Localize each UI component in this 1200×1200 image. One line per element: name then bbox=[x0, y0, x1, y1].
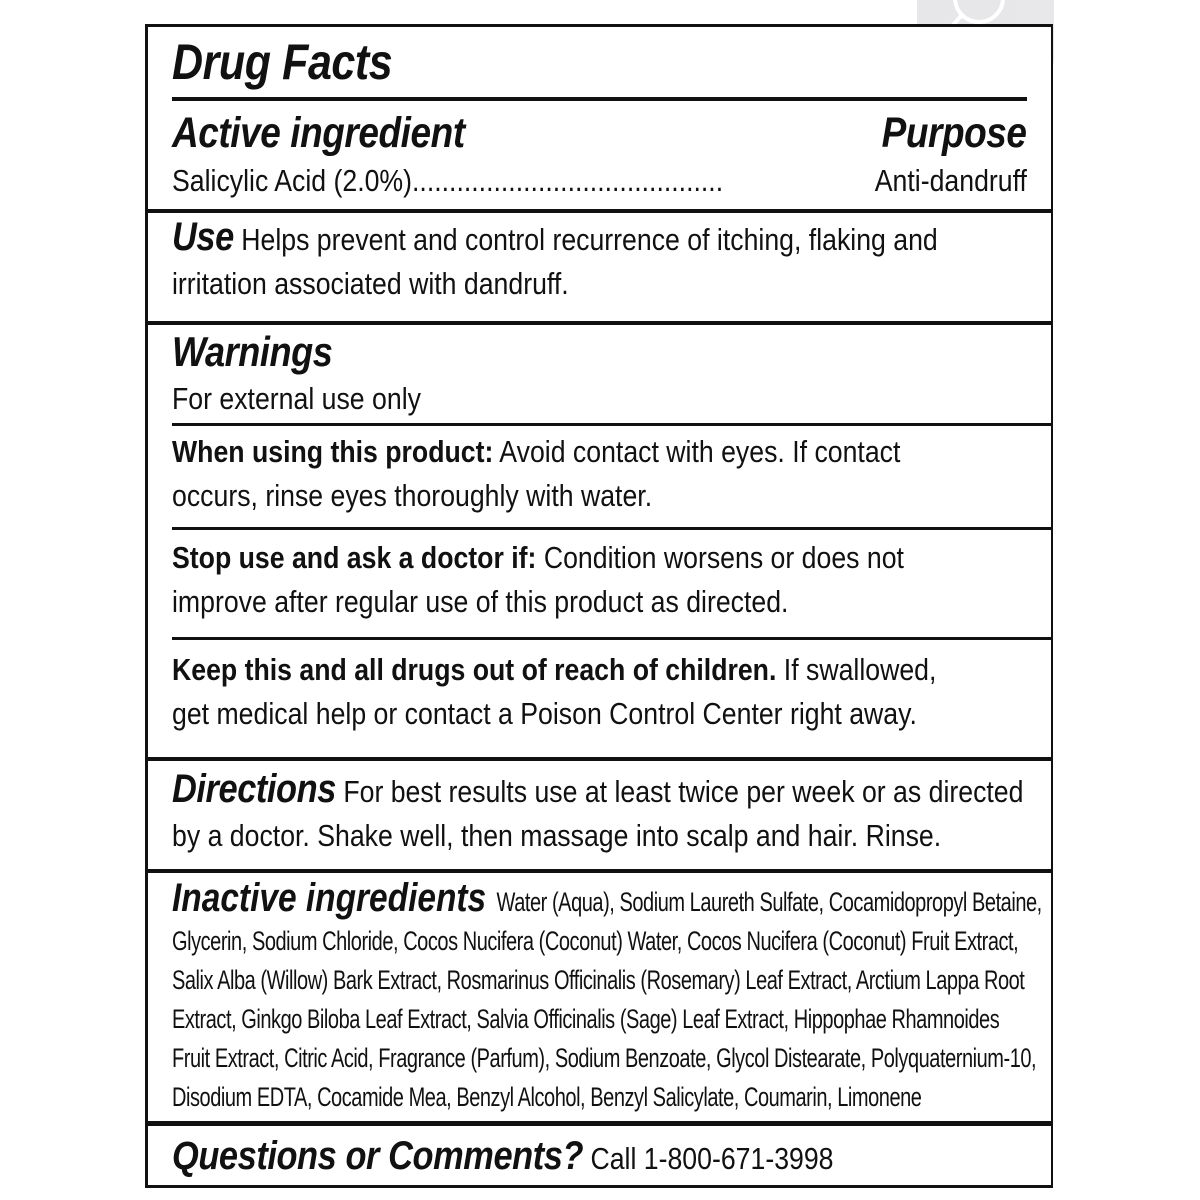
inactive-ingredients-line: Disodium EDTA, Cocamide Mea, Benzyl Alcohol, Benzyl Salicylate, Coumarin, Limonene bbox=[172, 1082, 922, 1112]
when-using-text: Avoid contact with eyes. If contact bbox=[493, 434, 901, 469]
inactive-ingredients-line: Fruit Extract, Citric Acid, Fragrance (Parfum), Sodium Benzoate, Glycol Distearate, Polyquaternium-10, bbox=[172, 1043, 1037, 1073]
inactive-ingredients-section bbox=[148, 869, 1051, 1117]
questions-phone: Call 1-800-671-3998 bbox=[583, 1141, 834, 1176]
inactive-ingredients-line: Water (Aqua), Sodium Laureth Sulfate, Cocamidopropyl Betaine, bbox=[491, 887, 1042, 917]
active-ingredient-name: Salicylic Acid (2.0%).......................................... bbox=[172, 163, 724, 198]
use-section bbox=[148, 209, 1051, 306]
warnings-section bbox=[148, 321, 1051, 421]
keep-out-text-line2: get medical help or contact a Poison Control Center right away. bbox=[172, 696, 917, 731]
inactive-ingredients-line: Glycerin, Sodium Chloride, Cocos Nucifera (Coconut) Water, Cocos Nucifera (Coconut) Fruit Extract, bbox=[172, 926, 1019, 956]
stop-use-text-line2: improve after regular use of this product as directed. bbox=[172, 584, 789, 619]
keep-out-label: Keep this and all drugs out of reach of children. bbox=[172, 652, 777, 687]
warnings-heading: Warnings bbox=[172, 328, 333, 375]
stop-use-section bbox=[172, 527, 1051, 624]
when-using-text-line2: occurs, rinse eyes thoroughly with water. bbox=[172, 478, 653, 513]
directions-text-line2: by a doctor. Shake well, then massage into scalp and hair. Rinse. bbox=[172, 818, 942, 853]
keep-out-text: If swallowed, bbox=[776, 652, 937, 687]
active-ingredient-heading: Active ingredient bbox=[172, 109, 465, 157]
directions-section bbox=[148, 757, 1051, 858]
directions-heading: Directions bbox=[172, 767, 336, 811]
purpose-heading: Purpose bbox=[882, 109, 1027, 157]
questions-section bbox=[148, 1121, 1051, 1183]
divider bbox=[172, 97, 1027, 101]
active-ingredient-section bbox=[148, 107, 1051, 203]
when-using-section bbox=[172, 423, 1051, 518]
drug-facts-label bbox=[145, 24, 1053, 1188]
use-text: Helps prevent and control recurrence of itching, flaking and bbox=[233, 222, 938, 257]
inactive-ingredients-heading: Inactive ingredients bbox=[172, 876, 487, 920]
active-ingredient-purpose: Anti-dandruff bbox=[874, 163, 1027, 198]
keep-out-section bbox=[172, 637, 1051, 736]
title-section bbox=[148, 31, 1051, 93]
directions-text: For best results use at least twice per week or as directed bbox=[335, 774, 1024, 809]
external-use-text: For external use only bbox=[172, 381, 421, 416]
use-text-line2: irritation associated with dandruff. bbox=[172, 266, 569, 301]
inactive-ingredients-line: Salix Alba (Willow) Bark Extract, Rosmarinus Officinalis (Rosemary) Leaf Extract, Arctium Lappa Root bbox=[172, 965, 1025, 995]
stop-use-text: Condition worsens or does not bbox=[536, 540, 904, 575]
stop-use-label: Stop use and ask a doctor if: bbox=[172, 540, 537, 575]
page-title: Drug Facts bbox=[172, 34, 393, 90]
when-using-label: When using this product: bbox=[172, 434, 494, 469]
use-heading: Use bbox=[172, 215, 234, 259]
questions-heading: Questions or Comments? bbox=[172, 1134, 584, 1178]
inactive-ingredients-line: Extract, Ginkgo Biloba Leaf Extract, Salvia Officinalis (Sage) Leaf Extract, Hippophae Rhamnoides bbox=[172, 1004, 1000, 1034]
